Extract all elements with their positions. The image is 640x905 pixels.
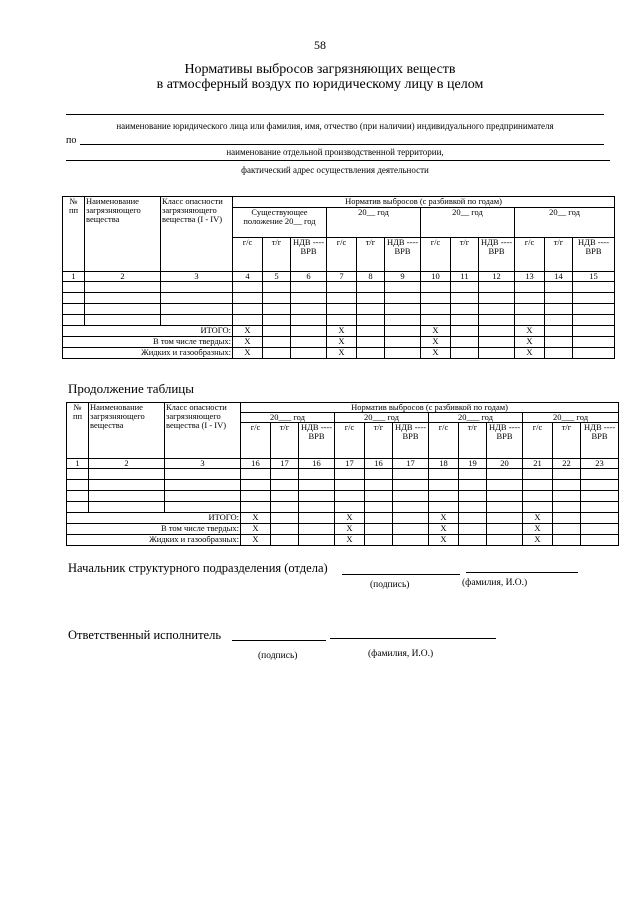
header-norm: Норматив выбросов (с разбивкой по годам) <box>241 403 619 413</box>
liquid-row <box>63 348 615 359</box>
header-existing: Существующее положение 20__ год <box>233 208 327 238</box>
column-number: 12 <box>479 272 515 282</box>
executor-sign-line <box>232 640 326 641</box>
executor-signature-label: Ответственный исполнитель <box>68 628 222 642</box>
unit-ndv: НДВ ---- ВРВ <box>573 238 615 272</box>
territory-line <box>80 144 604 145</box>
solid-row <box>63 337 615 348</box>
column-number: 9 <box>385 272 421 282</box>
executor-name-caption: (фамилия, И.О.) <box>368 649 434 659</box>
page-title <box>0 62 640 92</box>
liquid-row <box>67 535 619 546</box>
header-year-1: 20___ год <box>241 413 335 423</box>
unit-tg: т/г <box>271 423 299 459</box>
column-number: 16 <box>241 459 271 469</box>
unit-gs: г/с <box>429 423 459 459</box>
header-year-3: 20__ год <box>515 208 615 238</box>
unit-gs: г/с <box>421 238 451 272</box>
executor-sign-caption: (подпись) <box>258 651 298 661</box>
x-mark: X <box>327 337 357 348</box>
header-class: Класс опасности загрязняющего вещества (I - IV) <box>161 197 233 272</box>
x-mark: X <box>523 524 553 535</box>
unit-gs: г/с <box>241 423 271 459</box>
table-row <box>63 293 615 304</box>
head-name-caption: (фамилия, И.О.) <box>462 578 528 588</box>
emissions-table-2 <box>66 402 619 546</box>
address-caption: фактический адрес осуществления деятельности <box>241 165 429 175</box>
unit-tg: т/г <box>459 423 487 459</box>
column-number: 16 <box>365 459 393 469</box>
address-line <box>66 160 610 161</box>
unit-gs: г/с <box>523 423 553 459</box>
table-row <box>67 491 619 502</box>
unit-ndv: НДВ ---- ВРВ <box>581 423 619 459</box>
unit-gs: г/с <box>515 238 545 272</box>
table-row <box>67 469 619 480</box>
column-number: 7 <box>327 272 357 282</box>
header-substance: Наименование загрязняющего вещества <box>89 403 165 459</box>
column-number: 20 <box>487 459 523 469</box>
head-sign-caption: (подпись) <box>370 580 410 590</box>
head-sign-line <box>342 574 460 575</box>
column-number: 23 <box>581 459 619 469</box>
column-number: 6 <box>291 272 327 282</box>
table-row <box>67 480 619 491</box>
page-number: 58 <box>314 38 326 52</box>
title-line-1: Нормативы выбросов загрязняющих веществ <box>184 62 456 77</box>
x-mark: X <box>335 535 365 546</box>
unit-ndv: НДВ ---- ВРВ <box>479 238 515 272</box>
x-mark: X <box>233 326 263 337</box>
entity-line <box>66 114 604 115</box>
title-line-2: в атмосферный воздух по юридическому лицу в целом <box>156 77 484 92</box>
x-mark: X <box>523 535 553 546</box>
header-year-3: 20___ год <box>429 413 523 423</box>
column-number: 17 <box>335 459 365 469</box>
unit-ndv: НДВ ---- ВРВ <box>291 238 327 272</box>
x-mark: X <box>327 326 357 337</box>
head-name-line <box>466 572 578 573</box>
column-number: 3 <box>161 272 233 282</box>
column-number: 10 <box>421 272 451 282</box>
table-row <box>63 304 615 315</box>
x-mark: X <box>241 535 271 546</box>
column-number: 3 <box>165 459 241 469</box>
x-mark: X <box>241 524 271 535</box>
executor-name-line <box>330 638 496 639</box>
total-label: ИТОГО: <box>63 326 233 337</box>
x-mark: X <box>429 524 459 535</box>
liquid-label: Жидких и газообразных: <box>63 348 233 359</box>
unit-ndv: НДВ ---- ВРВ <box>299 423 335 459</box>
unit-tg: т/г <box>451 238 479 272</box>
header-year-4: 20___ год <box>523 413 619 423</box>
x-mark: X <box>429 535 459 546</box>
unit-gs: г/с <box>327 238 357 272</box>
column-number: 16 <box>299 459 335 469</box>
header-year-1: 20__ год <box>327 208 421 238</box>
territory-caption: наименование отдельной производственной территории, <box>226 147 444 157</box>
x-mark: X <box>421 326 451 337</box>
column-number: 21 <box>523 459 553 469</box>
column-number: 19 <box>459 459 487 469</box>
x-mark: X <box>327 348 357 359</box>
unit-ndv: НДВ ---- ВРВ <box>393 423 429 459</box>
header-no: № пп <box>67 403 89 459</box>
x-mark: X <box>335 524 365 535</box>
header-class: Класс опасности загрязняющего вещества (I - IV) <box>165 403 241 459</box>
table-row <box>63 282 615 293</box>
table-row <box>63 315 615 326</box>
total-row <box>67 513 619 524</box>
column-number: 17 <box>393 459 429 469</box>
x-mark: X <box>429 513 459 524</box>
x-mark: X <box>421 337 451 348</box>
unit-gs: г/с <box>335 423 365 459</box>
x-mark: X <box>515 337 545 348</box>
entity-caption: наименование юридического лица или фамилия, имя, отчество (при наличии) индивидуального предпринимателя <box>116 121 554 131</box>
column-number: 1 <box>63 272 85 282</box>
column-number: 11 <box>451 272 479 282</box>
x-mark: X <box>515 326 545 337</box>
po-label: по <box>66 135 77 146</box>
solid-label: В том числе твердых: <box>63 337 233 348</box>
unit-tg: т/г <box>365 423 393 459</box>
liquid-label: Жидких и газообразных: <box>67 535 241 546</box>
header-year-2: 20__ год <box>421 208 515 238</box>
unit-tg: т/г <box>357 238 385 272</box>
column-number: 22 <box>553 459 581 469</box>
unit-ndv: НДВ ---- ВРВ <box>385 238 421 272</box>
unit-tg: т/г <box>553 423 581 459</box>
column-number: 18 <box>429 459 459 469</box>
x-mark: X <box>421 348 451 359</box>
column-number: 15 <box>573 272 615 282</box>
column-number: 2 <box>85 272 161 282</box>
header-substance: Наименование загрязняющего вещества <box>85 197 161 272</box>
total-row <box>63 326 615 337</box>
header-year-2: 20___ год <box>335 413 429 423</box>
header-no: № пп <box>63 197 85 272</box>
emissions-table-1 <box>62 196 615 359</box>
header-norm: Норматив выбросов (с разбивкой по годам) <box>233 197 615 208</box>
column-number: 17 <box>271 459 299 469</box>
continuation-heading: Продолжение таблицы <box>68 381 194 396</box>
x-mark: X <box>523 513 553 524</box>
head-signature-label: Начальник структурного подразделения (отдела) <box>68 561 328 575</box>
total-label: ИТОГО: <box>67 513 241 524</box>
column-number: 13 <box>515 272 545 282</box>
unit-gs: г/с <box>233 238 263 272</box>
unit-ndv: НДВ ---- ВРВ <box>487 423 523 459</box>
table-row <box>67 502 619 513</box>
unit-tg: т/г <box>263 238 291 272</box>
column-number: 5 <box>263 272 291 282</box>
unit-tg: т/г <box>545 238 573 272</box>
x-mark: X <box>515 348 545 359</box>
solid-label: В том числе твердых: <box>67 524 241 535</box>
x-mark: X <box>233 348 263 359</box>
solid-row <box>67 524 619 535</box>
column-number: 8 <box>357 272 385 282</box>
column-number: 2 <box>89 459 165 469</box>
x-mark: X <box>233 337 263 348</box>
column-number: 14 <box>545 272 573 282</box>
x-mark: X <box>335 513 365 524</box>
column-number: 1 <box>67 459 89 469</box>
column-number: 4 <box>233 272 263 282</box>
x-mark: X <box>241 513 271 524</box>
